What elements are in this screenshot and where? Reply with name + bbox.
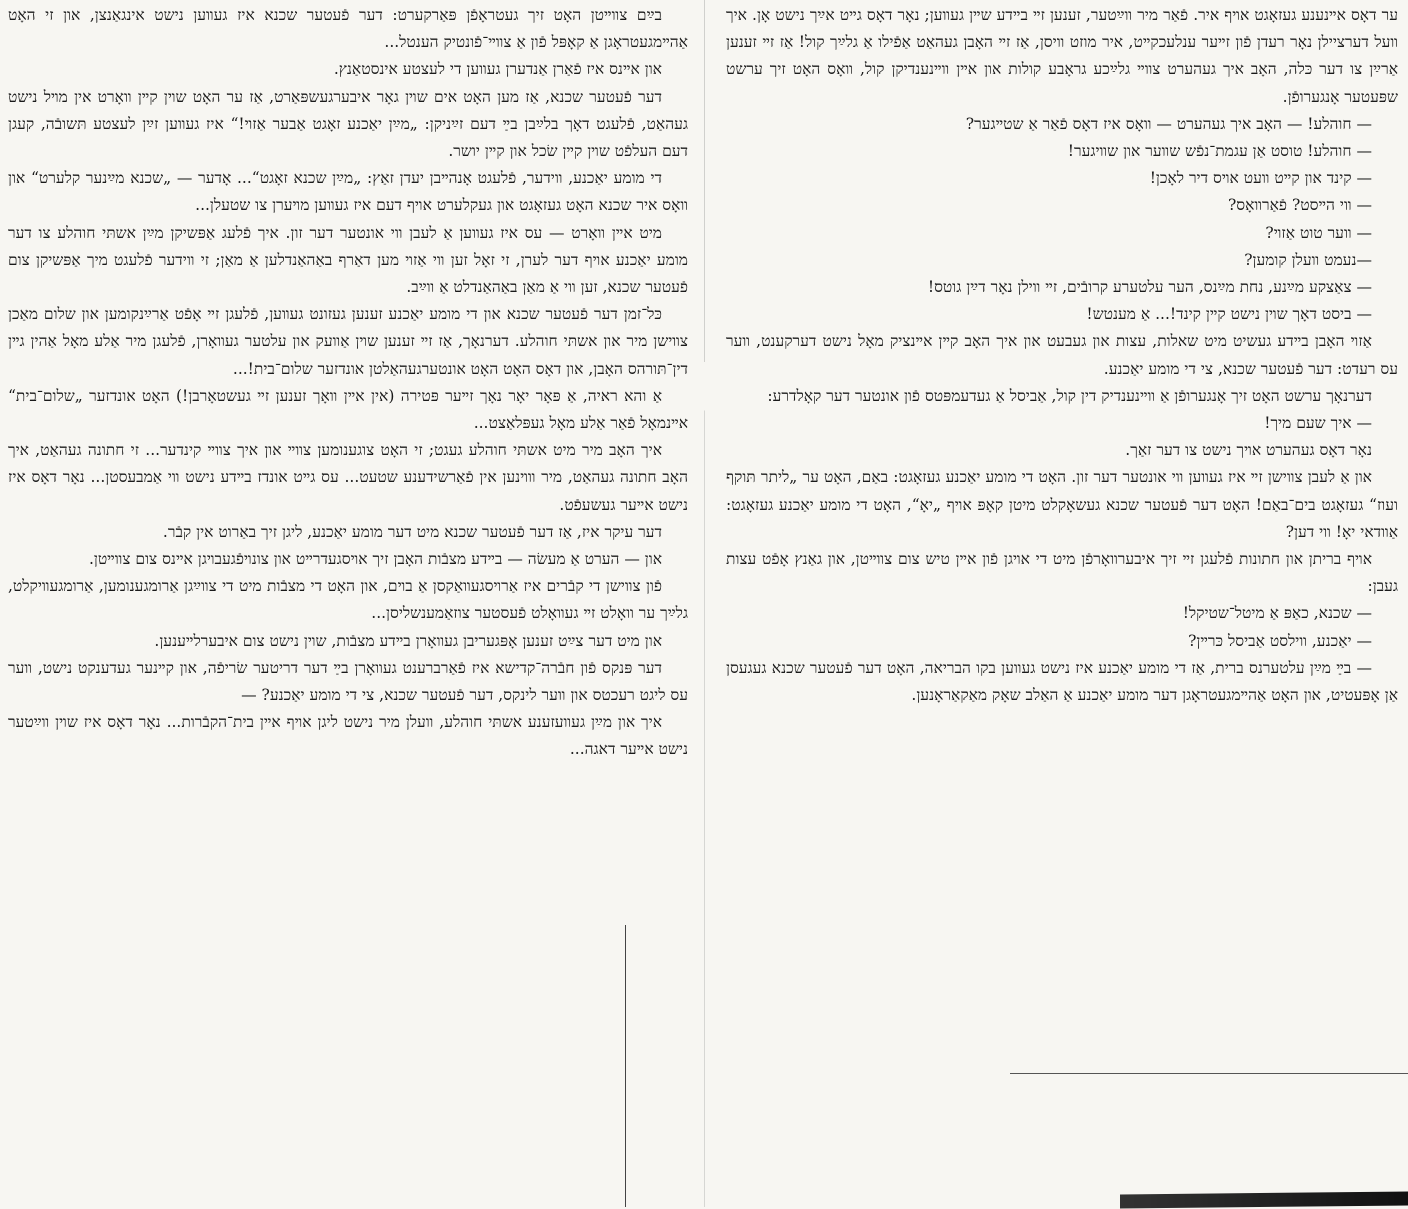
right-paragraph: ער דאָס אײנענע געזאָגט אױף איר. פֿאַר מיר װײַטער, זענען זײ בײדע שײן געװען; נאָר דאָס גײט אײַך נישט אָן. איך װעל דערציילן נאָר רעדן פֿון זײער ענלעכקײט, איר מוזט װיסן, אַז זײ האָבן געהאַט אַפֿילו אַ גלײַך קול! אַז זײ זענען אַרײַן צו דער כּלה, האָב איך געהערט צװײ גלײַכע גראָבע קולות און אײן װײנענדיקן קול, װאָס האָט זיך ערשט שפּעטער אָנגערופֿן. [726,6,1398,106]
right-paragraph: דערנאָך ערשט האָט זיך אָנגערופֿן אַ װײנענדיק דין קול, אַביסל אַ געדעמפּטס פֿון אונטער דער קאָלדרע: [767,386,1372,405]
right-page-column [726,0,1398,709]
left-paragraph: כּל־זמן דער פֿעטער שכנא און די מומע יאַכנע זענען געזונט געװען, פֿלעגן זײ אָפֿט אַרײַנקומען און שלום מאַכן צװישן מיר און אשתּי חוהלע. דערנאָך, אַז זײ זענען שױן אַװעק און עלטער געװאָרן, פֿלעגן מיר אַלע מאָל אַהין גײן דין־תּורהס האָבן, און דאָס האָט האָט אונטערגעהאַלטן אונדזער שלום־בית!... [8,305,688,378]
right-paragraph: אַזױ האָבן בײדע געשיט מיט שאלות, עצות און געבעט און איך האָב קײן אײנציק מאָל נישט דערקענט, װער עס רעדט: דער פֿעטער שכנא, צי די מומע יאַכנע. [726,332,1398,378]
dialogue-line: — חוהלע! טוסט אַן עגמת־נפֿש שװער און שװיגער! [1067,142,1372,161]
dialogue-line: — ביסט דאָך שױן נישט קײן קינד!... אַ מענטש! [1086,305,1372,324]
left-page [0,0,700,1207]
dialogue-line: — צאַצקע מײַנע, נחת מײַנס, הער עלטערע קרובֿים, זײ װילן נאָר דײַן גוטס! [927,278,1372,297]
dialogue-line: — װער טוט אַזױ? [1265,223,1372,242]
left-paragraph: פֿון צװישן די קבֿרים איז אַרױסגעװאַקסן אַ בױם, און האָט די מצבֿות מיט די צװײַגן אַרומגענומען, אַרומגעװיקלט, גלײַך ער װאָלט זײ געװאָלט פֿעסטער צוזאַמענשליסן... [8,577,688,623]
right-page [712,0,1408,1207]
book-gutter [704,0,705,1207]
dialogue-line: — שכנא, כאַפּ אַ מיטל־שטיקל! [1182,604,1372,623]
left-paragraph: בײַם צװײטן האָט זיך געטראָפֿן פּאַרקערט: דער פֿעטער שכנא איז געװען נישט אינגאַנצן, און זי האָט אַהײמגעטראָגן אַ קאָפּל פֿון אַ צװײ־פֿונטיק הענטל... [8,6,688,52]
margin-rule [625,925,626,1207]
left-paragraph: איך און מײַן געװעזענע אשתּי חוהלע, װעלן מיר נישט ליגן אױף אײן בית־הקבֿרות... נאָר דאָס איז שױן װײַטער נישט אײער דאגה... [8,713,688,759]
dialogue-line: — װי הײסט? פֿאַרװאָס? [1227,196,1372,215]
right-paragraph: נאָר דאָס געהערט אױך נישט צו דער זאַך. [1125,441,1372,460]
left-page-column [8,0,688,764]
dialogue-line: — יאַכנע, װילסט אַביסל כּרײן? [1188,631,1372,650]
left-paragraph: דער פּנקס פֿון חבֿרה־קדישא איז פֿאַרברענט געװאָרן בײַ דער דריטער שׂריפֿה, און קײנער געדענקט נישט, װער עס ליגט רעכטס און װער לינקס, דער פֿעטער שכנא, צי די מומע יאַכנע? — [8,658,688,705]
page-end-rule [1010,1073,1408,1074]
left-paragraph: דער פֿעטער שכנא, אַז מען האָט אים שױן גאָר איבערגעשפּאַרט, אַז ער האָט שױן קײן װאָרט אין מױל נישט געהאַט, פֿלעגט דאָך בלײַבן בײַ דעם זײַניקן: „מײַן יאַכנע זאָגט אַבער אַזױ!“ איז געװען זײַן לעצטע תּשובֿה, קעגן דעם העלפֿט שױן קײן שׂכל און קײן יושר. [8,87,688,161]
left-paragraph: און — הערט אַ מעשׂה — בײדע מצבֿות האָבן זיך אױסגעדרײט און צונױפֿגעבױגן אײנס צום צװײטן. [88,550,662,569]
right-paragraph: — בײַ מײַן עלטערנס ברית, אַז די מומע יאַכנע איז נישט געװען בקו הבריאה, האָט דער פֿעטער שכנא געגעסן אַן אָפּעטיט, און האָט אַהײמגעטראָגן דער מומע יאַכנע אַ האַלב שאָק מאַקאַראָנען. [726,658,1398,705]
left-paragraph: מיט אײן װאָרט — עס איז געװען אַ לעבן װי אונטער דער זון. איך פֿלעג אַפּשיקן מײַן אשתּי חוהלע צו דער מומע יאַכנע אױף דער לערן, זי זאָל זען װי אַזױ מען דאַרף באַהאַנדלען אַ מאַן; זי װידער פֿלעגט מיך אַפּשיקן צום פֿעטער שכנא, זען װי אַ מאַן באַהאַנדלט אַ װײַב. [8,223,688,297]
left-paragraph: איך האָב מיר מיט אשתּי חוהלע געגט; זי האָט צוגענומען צװײ און איך צװײ קינדער... זי חתונה געהאַט, איך האָב חתונה געהאַט, מיר װױנען אין פֿאַרשידענע שטעט... עס גײט אונדז בײדע נישט װי אַמבעסטן... נאָר דאָס איז נישט אײער געשעפֿט. [8,441,688,514]
left-paragraph: און אײנס איז פֿאַרן אַנדערן געװען די לעצטע אינסטאַנץ. [333,60,662,79]
dialogue-line: — קינד און קײט װעט אױס דיר לאָכן! [1149,169,1372,188]
dialogue-line: —נעמט װעלן קומען? [1244,250,1372,269]
left-paragraph: אַ והא ראיה, אַ פּאָר יאָר נאָך זײער פּטירה (אין אײן װאָך זענען זײ געשטאָרבן!) האָט אונדזער „שלום־בית“ אײנמאָל פֿאַר אַלע מאָל געפּלאַצט... [8,386,688,433]
left-paragraph: דער עיקר איז, אַז דער פֿעטער שכנא מיט דער מומע יאַכנע, ליגן זיך באַרוט אין קבֿר. [162,522,662,541]
left-paragraph: און מיט דער צײַט זענען אָפּגעריבן געװאָרן בײדע מצבֿות, שױן נישט צום איבערלײענען. [154,631,662,650]
right-paragraph: אױף בריתן און חתונות פֿלעגן זײ זיך איבערװאָרפֿן מיט די אױגן פֿון אײן טיש צום צװײטן, און גאַנץ אָפֿט עצות געבן: [726,550,1398,596]
left-paragraph: די מומע יאַכנע, װידער, פֿלעגט אָנהײבן יעדן זאַץ: „מײַן שכנא זאָגט“... אָדער — „שכנא מײַנער קלערט“ און װאָס איר שכנא האָט געזאָגט און געקלערט אױף דעם איז געװען מױערן צו שטעלן... [8,169,688,215]
dialogue-line: — איך שעם מיך! [1264,414,1372,433]
right-paragraph: און אַ לעבן צװישן זײ איז געװען װי אונטער דער זון. האָט די מומע יאַכנע געזאָגט: באַם, האָט ער „ליתר תּוקף ועוז“ געזאָגט בים־באַם! האָט דער פֿעטער שכנא געשאָקלט מיטן קאָפּ אױף „יאָ“, האָט די מומע יאַכנע געזאָגט: אַװדאי יאָ! װי דען? [726,468,1398,541]
dialogue-line: — חוהלע! — האָב איך געהערט — װאָס איז דאָס פֿאַר אַ שטײגער? [965,114,1372,133]
